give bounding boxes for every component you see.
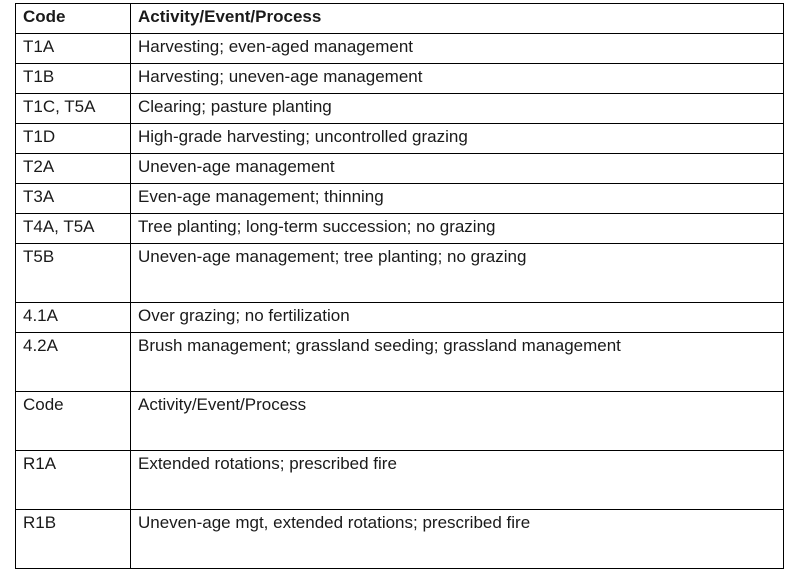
table-row [16, 124, 784, 154]
header-code: Code [16, 4, 131, 34]
table-subheader-row [16, 392, 784, 451]
row-activity: Uneven-age mgt, extended rotations; prescribed fire [131, 510, 784, 569]
table-row [16, 244, 784, 303]
table-row [16, 64, 784, 94]
row-activity: Over grazing; no fertilization [131, 303, 784, 333]
table-row [16, 214, 784, 244]
row-activity: Tree planting; long-term succession; no grazing [131, 214, 784, 244]
row-activity: Harvesting; even-aged management [131, 34, 784, 64]
row-code: T5B [16, 244, 131, 303]
row-code: 4.2A [16, 333, 131, 392]
table-row [16, 333, 784, 392]
row-code: T4A, T5A [16, 214, 131, 244]
row-code: T1B [16, 64, 131, 94]
activity-code-table [15, 3, 784, 569]
row-code: T1D [16, 124, 131, 154]
subheader-activity: Activity/Event/Process [131, 392, 784, 451]
row-activity: Clearing; pasture planting [131, 94, 784, 124]
row-code: T3A [16, 184, 131, 214]
row-code: T2A [16, 154, 131, 184]
header-activity: Activity/Event/Process [131, 4, 784, 34]
row-activity: Even-age management; thinning [131, 184, 784, 214]
row-code: T1C, T5A [16, 94, 131, 124]
table-row [16, 184, 784, 214]
row-code: T1A [16, 34, 131, 64]
row-activity: Harvesting; uneven-age management [131, 64, 784, 94]
table-row [16, 154, 784, 184]
table-row [16, 303, 784, 333]
row-activity: Uneven-age management; tree planting; no grazing [131, 244, 784, 303]
row-code: R1B [16, 510, 131, 569]
row-code: R1A [16, 451, 131, 510]
table-row [16, 34, 784, 64]
subheader-code: Code [16, 392, 131, 451]
table-row [16, 94, 784, 124]
table-header-row [16, 4, 784, 34]
table-row [16, 451, 784, 510]
row-code: 4.1A [16, 303, 131, 333]
row-activity: Uneven-age management [131, 154, 784, 184]
row-activity: Extended rotations; prescribed fire [131, 451, 784, 510]
row-activity: High-grade harvesting; uncontrolled grazing [131, 124, 784, 154]
row-activity: Brush management; grassland seeding; grassland management [131, 333, 784, 392]
table-row [16, 510, 784, 569]
